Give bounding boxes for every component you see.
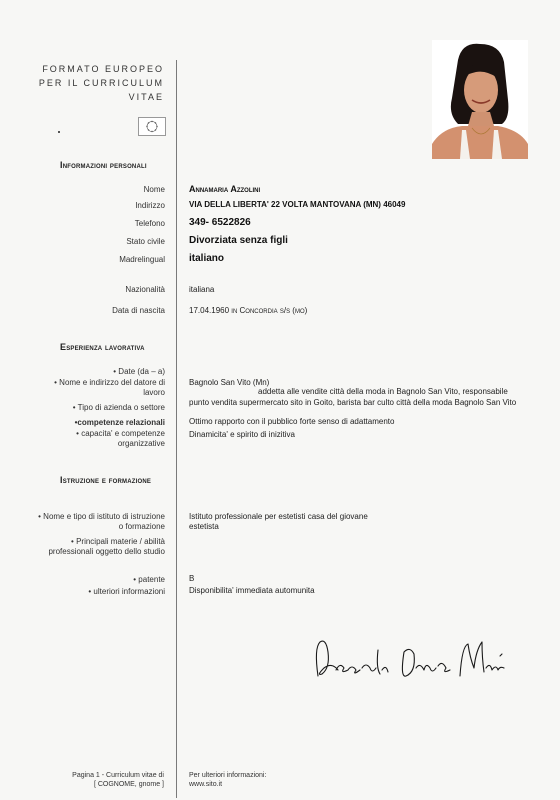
label-data-nascita: Data di nascita — [112, 306, 165, 315]
section-title-experience: Esperienza lavorativa — [60, 342, 145, 352]
vertical-divider — [176, 60, 177, 798]
label-istituto — [38, 512, 165, 532]
label-telefono: Telefono — [134, 219, 165, 228]
value-ulteriori: Disponibilita' immediata automunita — [189, 586, 315, 595]
value-birth-date: 17.04.1960 — [189, 306, 230, 315]
bullet-mark — [58, 131, 60, 133]
label-capacita-line1: • capacita' e competenze — [76, 429, 165, 438]
label-materie — [48, 537, 165, 557]
footer-name-placeholder: [ COGNOME, gnome ] — [93, 781, 164, 788]
header-line-1: FORMATO EUROPEO — [42, 64, 164, 74]
label-capacita-line2: organizzative — [117, 439, 165, 448]
label-ulteriori: • ulteriori informazioni — [88, 587, 165, 596]
value-patente: B — [189, 574, 195, 583]
footer-more-info: Per ulteriori informazioni: — [189, 772, 267, 779]
value-nome: Annamaria Azzolini — [189, 184, 261, 194]
value-capacita: Dinamicita' e spirito di inizitiva — [189, 430, 296, 439]
footer-right — [189, 771, 266, 789]
value-stato-civile: Divorziata senza figli — [189, 235, 288, 246]
label-materie-line2: professionali oggetto dello studio — [48, 547, 165, 556]
value-birth-place: in Concordia s/s (mo) — [231, 306, 308, 315]
section-title-personal: Informazioni personali — [60, 160, 147, 170]
label-istituto-line2: o formazione — [118, 522, 165, 531]
label-istituto-line1: • Nome e tipo di istituto di istruzione — [38, 512, 165, 521]
footer-website: www.sito.it — [189, 781, 223, 788]
label-nome: Nome — [143, 185, 165, 194]
label-competenze-relazionali: •competenze relazionali — [74, 418, 165, 427]
value-datore-desc: addetta alle vendite città della moda in Bagnolo San Vito, responsabile — [258, 387, 508, 396]
header-line-3: VITAE — [128, 92, 164, 102]
label-indirizzo: Indirizzo — [135, 201, 165, 210]
value-data-nascita — [189, 306, 307, 316]
value-datore: Bagnolo San Vito (Mn) — [189, 378, 270, 387]
handwritten-signature — [310, 628, 510, 698]
value-istituto-line1: Istituto professionale per estetisti casa del giovane — [189, 512, 368, 521]
value-telefono: 349- 6522826 — [189, 217, 251, 228]
label-materie-line1: • Principali materie / abilità — [71, 537, 165, 546]
label-madrelingua: Madrelingual — [119, 255, 165, 264]
label-patente: • patente — [133, 575, 165, 584]
value-nazionalita: italiana — [189, 285, 215, 294]
label-tipo-azienda: • Tipo di azienda o settore — [72, 403, 165, 412]
label-date: • Date (da – a) — [113, 367, 165, 376]
eu-flag-icon — [138, 117, 166, 136]
value-indirizzo: VIA DELLA LIBERTA' 22 VOLTA MANTOVANA (MN) 46049 — [189, 200, 406, 209]
label-nazionalita: Nazionalità — [125, 285, 165, 294]
footer-left — [72, 771, 164, 789]
label-capacita — [76, 429, 165, 449]
footer-page-info: Pagina 1 - Curriculum vitae di — [72, 772, 164, 779]
value-istituto — [189, 512, 368, 532]
value-madrelingua: italiano — [189, 253, 225, 264]
section-title-education: Istruzione e formazione — [60, 475, 152, 485]
label-datore-line1: • Nome e indirizzo del datore di — [54, 378, 165, 387]
value-tipo-azienda: punto vendita supermercato sito in Goito, barista bar culto città della moda Bagnolo San Vito — [189, 398, 517, 407]
value-competenze-relazionali: Ottimo rapporto con il pubblico forte senso di adattamento — [189, 417, 395, 426]
profile-photo — [432, 40, 528, 159]
header-line-2: PER IL CURRICULUM — [38, 78, 164, 88]
label-datore-line2: lavoro — [143, 388, 165, 397]
label-datore — [54, 378, 165, 398]
label-stato-civile: Stato civile — [126, 237, 165, 246]
value-istituto-line2: estetista — [189, 522, 219, 531]
